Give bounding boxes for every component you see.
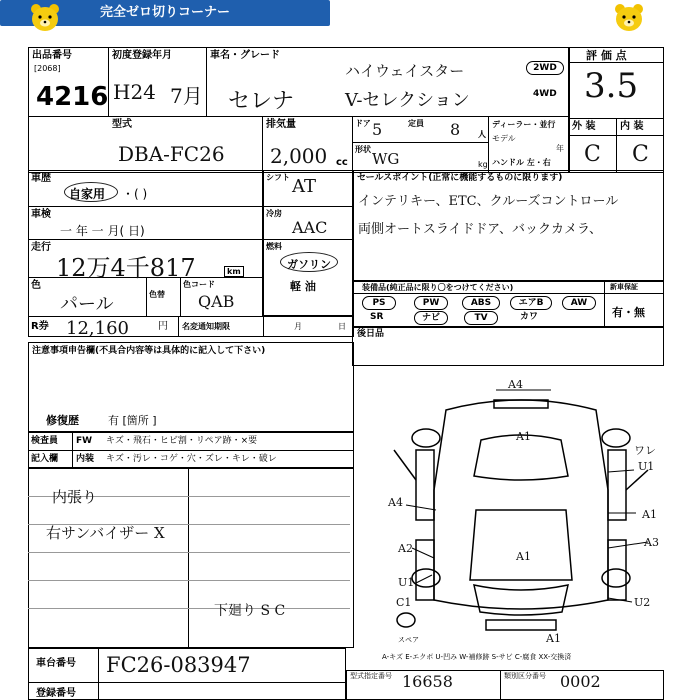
diagram-mark-4: A1	[642, 508, 657, 521]
color-code-value: QAB	[198, 292, 235, 311]
handle-label: ハンドル 左・右	[492, 158, 551, 167]
shaken-value: 一 年 一 月( 日)	[60, 224, 145, 238]
class-value: 0002	[560, 672, 601, 691]
equipment-label: 装備品(純正品に限り〇をつけてください)	[362, 283, 514, 292]
sales-line-1: インテリキー、ETC、クルーズコントロール	[358, 194, 619, 209]
new-car-warranty-label: 新車保証	[610, 283, 638, 291]
later-items-block	[352, 326, 664, 366]
equip-aw: AW	[562, 296, 596, 310]
chassis-value: FC26-083947	[106, 653, 251, 677]
capacity-label: 定員	[408, 119, 424, 128]
equip-pw: PW	[414, 296, 448, 310]
diagram-mark-10: C1	[396, 596, 412, 609]
interior-defect-label: 内装	[76, 454, 95, 464]
reg-date-label: 初度登録年月	[112, 50, 172, 61]
fuel-label: 燃料	[266, 242, 282, 251]
bear-mascot-right-icon	[612, 3, 646, 33]
use-value: 自家用	[69, 187, 106, 201]
score-label: 評 価 点	[586, 49, 627, 62]
diagram-mark-3: A1	[546, 632, 561, 645]
mileage-value: 12万4千817	[56, 254, 196, 282]
diagram-mark-13: ワレ	[634, 444, 656, 457]
sales-points-label: セールスポイント(正常に機能するものに限ります)	[357, 173, 563, 183]
lot-number: 4216	[36, 82, 109, 112]
diagram-mark-12: A1	[516, 550, 531, 563]
displacement-value: 2,000	[270, 144, 328, 168]
vehicle-damage-diagram	[376, 380, 666, 650]
repair-history-label: 修復歴	[46, 414, 79, 427]
equip-abs: ABS	[462, 296, 500, 310]
diagram-mark-11: U2	[634, 596, 651, 609]
color-value: パール	[60, 294, 114, 315]
use-label: 車歴	[31, 173, 51, 184]
equip-leather: カワ	[520, 312, 539, 322]
diagram-mark-6: A3	[644, 536, 659, 549]
recycle-unit: 円	[158, 321, 168, 332]
chassis-label: 車台番号	[36, 658, 76, 669]
model-name: セレナ	[228, 89, 295, 114]
lot-label: 出品番号	[32, 50, 72, 61]
grade-note: ハイウェイスター	[345, 62, 465, 80]
dealer-label: ディーラー・並行	[492, 120, 556, 129]
transfer-day: 日	[338, 322, 346, 331]
mileage-label: 走行	[31, 242, 51, 253]
diagram-mark-1: A4	[508, 380, 523, 391]
recorder-label: 記入欄	[31, 454, 59, 464]
diagram-mark-2: A1	[516, 430, 531, 443]
transfer-label: 名変通知期限	[182, 322, 230, 331]
recycle-label: R券	[31, 321, 49, 332]
equip-ps: PS	[362, 296, 396, 310]
recycle-value: 12,160	[66, 318, 129, 339]
sales-line-2: 両側オートスライドドア、バックカメラ、	[358, 222, 603, 237]
fuel-diesel: 軽 油	[290, 280, 316, 293]
equip-sr: SR	[370, 312, 384, 322]
shaken-label: 車検	[31, 209, 51, 220]
equip-tv: TV	[464, 311, 498, 325]
registration-number-label: 登録番号	[36, 688, 76, 699]
fw-label: FW	[76, 436, 93, 446]
kg-unit: kg	[478, 160, 488, 169]
model-type-value: DBA-FC26	[118, 142, 225, 166]
equip-airbag: エアB	[510, 296, 552, 310]
handwritten-note-3: 下廻り S C	[214, 603, 286, 619]
damage-legend: A-キズ E-エクボ U-凹み W-補修跡 S-サビ C-腐食 XX-交換済	[382, 653, 572, 661]
inspector-label: 検査員	[31, 436, 59, 446]
diagram-mark-7: A2	[398, 542, 413, 555]
shape-value: WG	[372, 150, 400, 168]
handwritten-note-2: 右サンバイザー X	[46, 524, 165, 542]
capacity-value: 8	[450, 120, 461, 139]
exterior-label: 外 装	[572, 121, 596, 132]
banner-title: 完全ゼロ切りコーナー	[0, 0, 330, 26]
use-rest: ・( )	[122, 187, 148, 201]
interior-label: 内 装	[620, 121, 644, 132]
drive-2wd-circled: 2WD	[526, 61, 564, 75]
capacity-unit: 人	[478, 130, 486, 139]
type-cert-label: 型式指定番号	[350, 672, 392, 680]
drive-4wd: 4WD	[533, 89, 557, 99]
interior-defect-items: キズ・汚レ・コゲ・穴・ズレ・キレ・破レ	[106, 454, 277, 464]
year-unit: 年	[556, 144, 564, 153]
diagram-mark-8: U1	[398, 576, 415, 589]
ac-value: AAC	[292, 218, 328, 237]
color-code-label: 色コード	[183, 280, 215, 289]
score-value: 3.5	[584, 66, 639, 106]
displacement-label: 排気量	[266, 119, 296, 130]
diagram-mark-5: A4	[388, 496, 403, 509]
repair-history-value: 有 [箇所 ]	[108, 414, 157, 427]
reg-year: H24	[113, 80, 156, 104]
ac-label: 冷房	[266, 209, 282, 218]
diagram-mark-9: U1	[638, 460, 655, 473]
type-cert-value: 16658	[402, 672, 453, 691]
fw-items: キズ・飛石・ヒビ割・リペア跡・×要	[106, 436, 258, 446]
transfer-month: 月	[294, 322, 302, 331]
handwritten-note-1: 内張り	[52, 488, 98, 506]
color-swap-label: 色替	[149, 290, 165, 299]
color-label: 色	[31, 280, 41, 291]
later-items-label: 後日品	[357, 329, 385, 339]
exterior-grade: C	[584, 142, 601, 167]
shift-value: AT	[292, 176, 317, 197]
door-value: 5	[372, 120, 383, 139]
shift-label: シフト	[266, 173, 290, 182]
name-grade-label: 車名・グレード	[210, 50, 280, 61]
bear-mascot-left-icon	[28, 3, 62, 33]
reg-month: 7月	[170, 84, 203, 108]
shape-label: 形状	[355, 145, 371, 154]
grade-value: V-セレクション	[345, 90, 470, 111]
mileage-unit: km	[224, 266, 244, 277]
warranty-value: 有・無	[612, 306, 645, 319]
class-label: 類別区分番号	[504, 672, 546, 680]
model-year-label: モデル	[492, 134, 516, 143]
lot-sub-number: [2068]	[34, 64, 61, 73]
spare-tire-label: スペア	[398, 636, 419, 644]
equip-navi: ナビ	[414, 311, 448, 325]
door-label: ドア	[355, 119, 371, 128]
model-type-label: 型式	[112, 119, 132, 130]
caution-label: 注意事項申告欄(不具合内容等は具体的に記入して下さい)	[32, 346, 266, 356]
fuel-value-circled: ガソリン	[287, 258, 331, 271]
interior-grade: C	[632, 142, 649, 167]
displacement-unit: cc	[336, 157, 348, 168]
